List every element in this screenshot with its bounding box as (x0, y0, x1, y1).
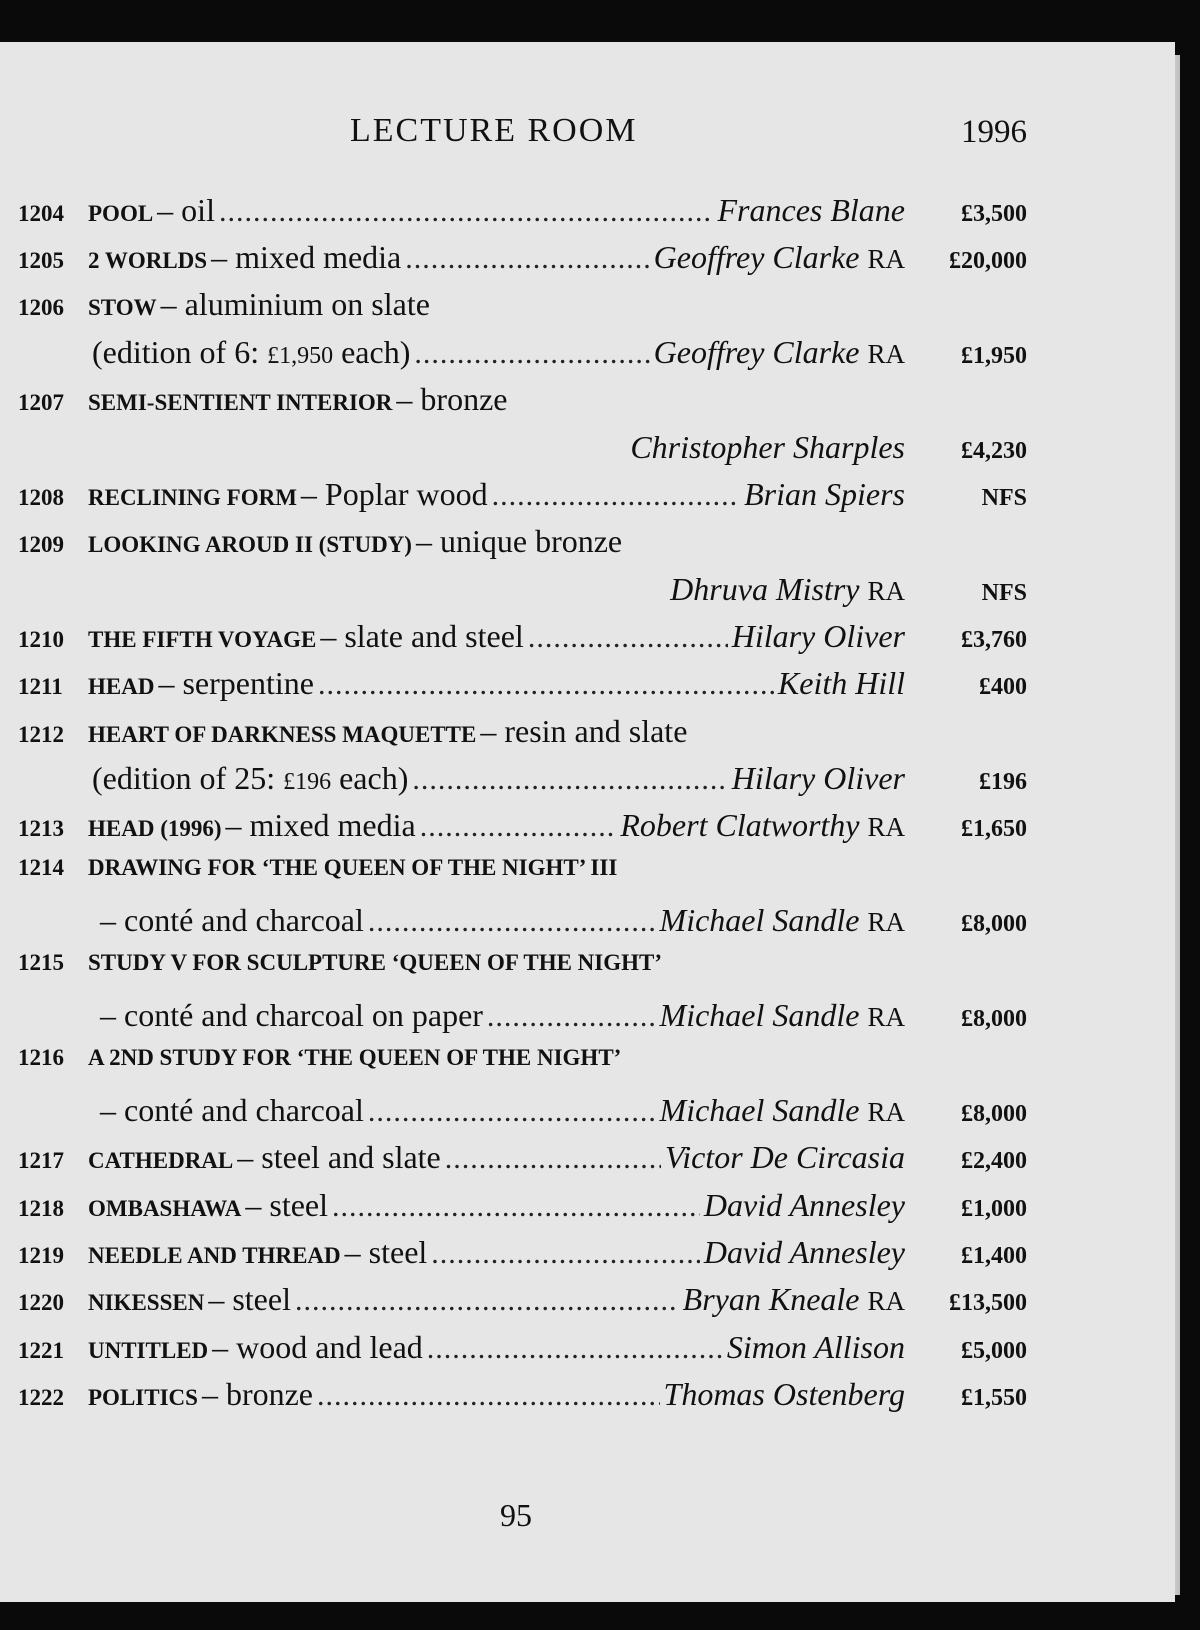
entry-price: £1,650 (961, 816, 1027, 842)
entry-price: £13,500 (949, 1290, 1027, 1316)
entry-price: £1,400 (961, 1243, 1027, 1269)
entry-price: £2,400 (961, 1148, 1027, 1174)
leader-dots (445, 1142, 661, 1176)
entry-medium: – steel (245, 1187, 328, 1223)
entry-1210 (0, 618, 1027, 666)
entry-title: POOL (88, 201, 154, 226)
entry-1216 (0, 1045, 1027, 1093)
entry-medium: – conté and charcoal (100, 902, 364, 938)
entry-artist: Michael Sandle (659, 997, 860, 1033)
leader-dots (528, 621, 728, 655)
entry-artist: Dhruva Mistry (670, 571, 860, 607)
entry-price: £3,500 (961, 201, 1027, 227)
entry-title: HEAD (88, 674, 155, 699)
entry-number: 1215 (18, 950, 64, 975)
entry-number: 1206 (18, 295, 64, 320)
edition-note: (edition of 25: £196 each) (92, 760, 409, 796)
entry-1207 (0, 381, 1027, 429)
entry-number: 1220 (18, 1290, 64, 1315)
entry-number: 1216 (18, 1045, 64, 1070)
entry-medium: – unique bronze (415, 523, 623, 559)
room-title: LECTURE ROOM (350, 112, 638, 149)
entry-artist: Keith Hill (777, 665, 905, 701)
catalogue-year: 1996 (961, 114, 1027, 150)
leader-dots (317, 1379, 660, 1413)
entry-price: £8,000 (961, 911, 1027, 937)
entry-1209-continued (0, 571, 1027, 619)
entry-artist: Brian Spiers (744, 476, 905, 512)
entry-artist: Hilary Oliver (731, 618, 905, 654)
ra-suffix: RA (867, 576, 905, 606)
entry-artist: Geoffrey Clarke (653, 334, 860, 370)
ra-suffix: RA (867, 339, 905, 369)
leader-dots (405, 242, 649, 276)
entry-artist: Michael Sandle (659, 1092, 860, 1128)
entry-number: 1214 (18, 855, 64, 880)
entry-medium: – aluminium on slate (160, 286, 430, 322)
entry-1215-continued (0, 997, 1027, 1045)
entry-artist: Bryan Kneale (682, 1281, 860, 1317)
leader-dots (412, 763, 727, 797)
entry-medium: – bronze (201, 1376, 313, 1412)
leader-dots (368, 905, 656, 939)
entry-price: £8,000 (961, 1101, 1027, 1127)
entry-title: HEART OF DARKNESS MAQUETTE (88, 722, 477, 747)
entry-medium: – conté and charcoal (100, 1092, 364, 1128)
entry-1216-continued (0, 1092, 1027, 1140)
entry-number: 1219 (18, 1243, 64, 1268)
leader-dots (487, 1000, 656, 1034)
entry-number: 1212 (18, 722, 64, 747)
entry-title: NIKESSEN (88, 1290, 205, 1315)
entry-title: THE FIFTH VOYAGE (88, 627, 317, 652)
entry-title: NEEDLE AND THREAD (88, 1243, 341, 1268)
entry-1208 (0, 476, 1027, 524)
entry-medium: – mixed media (225, 807, 416, 843)
entry-price: £20,000 (949, 248, 1027, 274)
entry-artist: Michael Sandle (659, 902, 860, 938)
entry-medium: – conté and charcoal on paper (100, 997, 483, 1033)
ra-suffix: RA (867, 812, 905, 842)
entry-number: 1210 (18, 627, 64, 652)
leader-dots (295, 1284, 679, 1318)
ra-suffix: RA (867, 907, 905, 937)
entry-1217 (0, 1139, 1027, 1187)
entry-title: LOOKING AROUD II (STUDY) (88, 532, 412, 557)
entry-title: UNTITLED (88, 1338, 209, 1363)
entry-medium: – serpentine (158, 665, 314, 701)
entry-number: 1213 (18, 816, 64, 841)
entry-medium: – slate and steel (320, 618, 524, 654)
entry-1209 (0, 523, 1027, 571)
entry-medium: – steel (344, 1234, 428, 1270)
leader-dots (318, 668, 774, 702)
page-number: 95 (500, 1497, 532, 1533)
entry-price: £1,550 (961, 1385, 1027, 1411)
entry-artist: Victor De Circasia (665, 1139, 905, 1175)
entry-1218 (0, 1187, 1027, 1235)
entry-price: NFS (981, 485, 1027, 511)
leader-dots (414, 337, 649, 371)
entry-1205 (0, 239, 1027, 287)
entry-artist: David Annesley (703, 1187, 905, 1223)
entry-number: 1208 (18, 485, 64, 510)
entry-medium: – mixed media (211, 239, 402, 275)
entry-medium: – oil (157, 192, 215, 228)
entry-number: 1217 (18, 1148, 64, 1173)
entry-number: 1205 (18, 248, 64, 273)
entry-title: A 2ND STUDY FOR ‘THE QUEEN OF THE NIGHT’ (88, 1045, 622, 1070)
entry-title: STOW (88, 295, 157, 320)
entry-title: 2 WORLDS (88, 248, 208, 273)
entry-artist: Christopher Sharples (630, 429, 905, 465)
entry-1214 (0, 855, 1027, 903)
entry-medium: – bronze (396, 381, 508, 417)
entry-artist: Simon Allison (726, 1329, 905, 1365)
leader-dots (420, 810, 617, 844)
leader-dots (431, 1237, 700, 1271)
ra-suffix: RA (867, 1097, 905, 1127)
entry-1211 (0, 665, 1027, 713)
entry-title: POLITICS (88, 1385, 198, 1410)
entry-price: £8,000 (961, 1006, 1027, 1032)
entry-title: CATHEDRAL (88, 1148, 234, 1173)
ra-suffix: RA (867, 1286, 905, 1316)
entry-1222 (0, 1376, 1027, 1424)
entry-medium: – wood and lead (212, 1329, 423, 1365)
entry-title: HEAD (1996) (88, 816, 222, 841)
entry-number: 1222 (18, 1385, 64, 1410)
entry-1207-continued (0, 429, 1027, 477)
entry-medium: – steel and slate (237, 1139, 441, 1175)
entry-number: 1221 (18, 1338, 64, 1363)
entry-artist: Robert Clatworthy (620, 807, 860, 843)
entry-medium: – steel (208, 1281, 291, 1317)
entry-medium: – resin and slate (480, 713, 688, 749)
entry-1221 (0, 1329, 1027, 1377)
entry-title: SEMI-SENTIENT INTERIOR (88, 390, 393, 415)
entry-artist: Thomas Ostenberg (663, 1376, 905, 1412)
entry-1214-continued (0, 902, 1027, 950)
edition-note: (edition of 6: £1,950 each) (92, 334, 411, 370)
entry-1206 (0, 286, 1027, 334)
entry-medium: – Poplar wood (300, 476, 488, 512)
entry-artist: Frances Blane (717, 192, 905, 228)
entry-price: £1,000 (961, 1196, 1027, 1222)
entry-artist: Geoffrey Clarke (653, 239, 860, 275)
entry-1204 (0, 192, 1027, 240)
leader-dots (492, 479, 741, 513)
leader-dots (368, 1095, 656, 1129)
entry-1206-continued (0, 334, 1027, 382)
entry-price: £1,950 (961, 343, 1027, 369)
entry-title: STUDY V FOR SCULPTURE ‘QUEEN OF THE NIGHT’ (88, 950, 663, 975)
entry-number: 1209 (18, 532, 64, 557)
entry-1215 (0, 950, 1027, 998)
entry-title: RECLINING FORM (88, 485, 297, 510)
entry-artist: David Annesley (703, 1234, 905, 1270)
ra-suffix: RA (867, 1002, 905, 1032)
catalogue-page (0, 42, 1175, 1602)
entry-1219 (0, 1234, 1027, 1282)
entry-1212-continued (0, 760, 1027, 808)
entry-1213 (0, 807, 1027, 855)
entry-price: £3,760 (961, 627, 1027, 653)
entry-price: £196 (979, 769, 1027, 795)
entry-title: DRAWING FOR ‘THE QUEEN OF THE NIGHT’ III (88, 855, 618, 880)
entry-number: 1211 (18, 674, 63, 699)
entry-number: 1218 (18, 1196, 64, 1221)
leader-dots (332, 1190, 700, 1224)
entry-number: 1207 (18, 390, 64, 415)
entry-price: £4,230 (961, 438, 1027, 464)
entry-title: OMBASHAWA (88, 1196, 242, 1221)
leader-dots (219, 195, 714, 229)
entry-price: NFS (981, 580, 1027, 606)
leader-dots (427, 1332, 723, 1366)
entry-1220 (0, 1281, 1027, 1329)
entry-price: £5,000 (961, 1338, 1027, 1364)
ra-suffix: RA (867, 244, 905, 274)
entry-price: £400 (979, 674, 1027, 700)
entry-1212 (0, 713, 1027, 761)
entry-artist: Hilary Oliver (731, 760, 905, 796)
entry-number: 1204 (18, 201, 64, 226)
